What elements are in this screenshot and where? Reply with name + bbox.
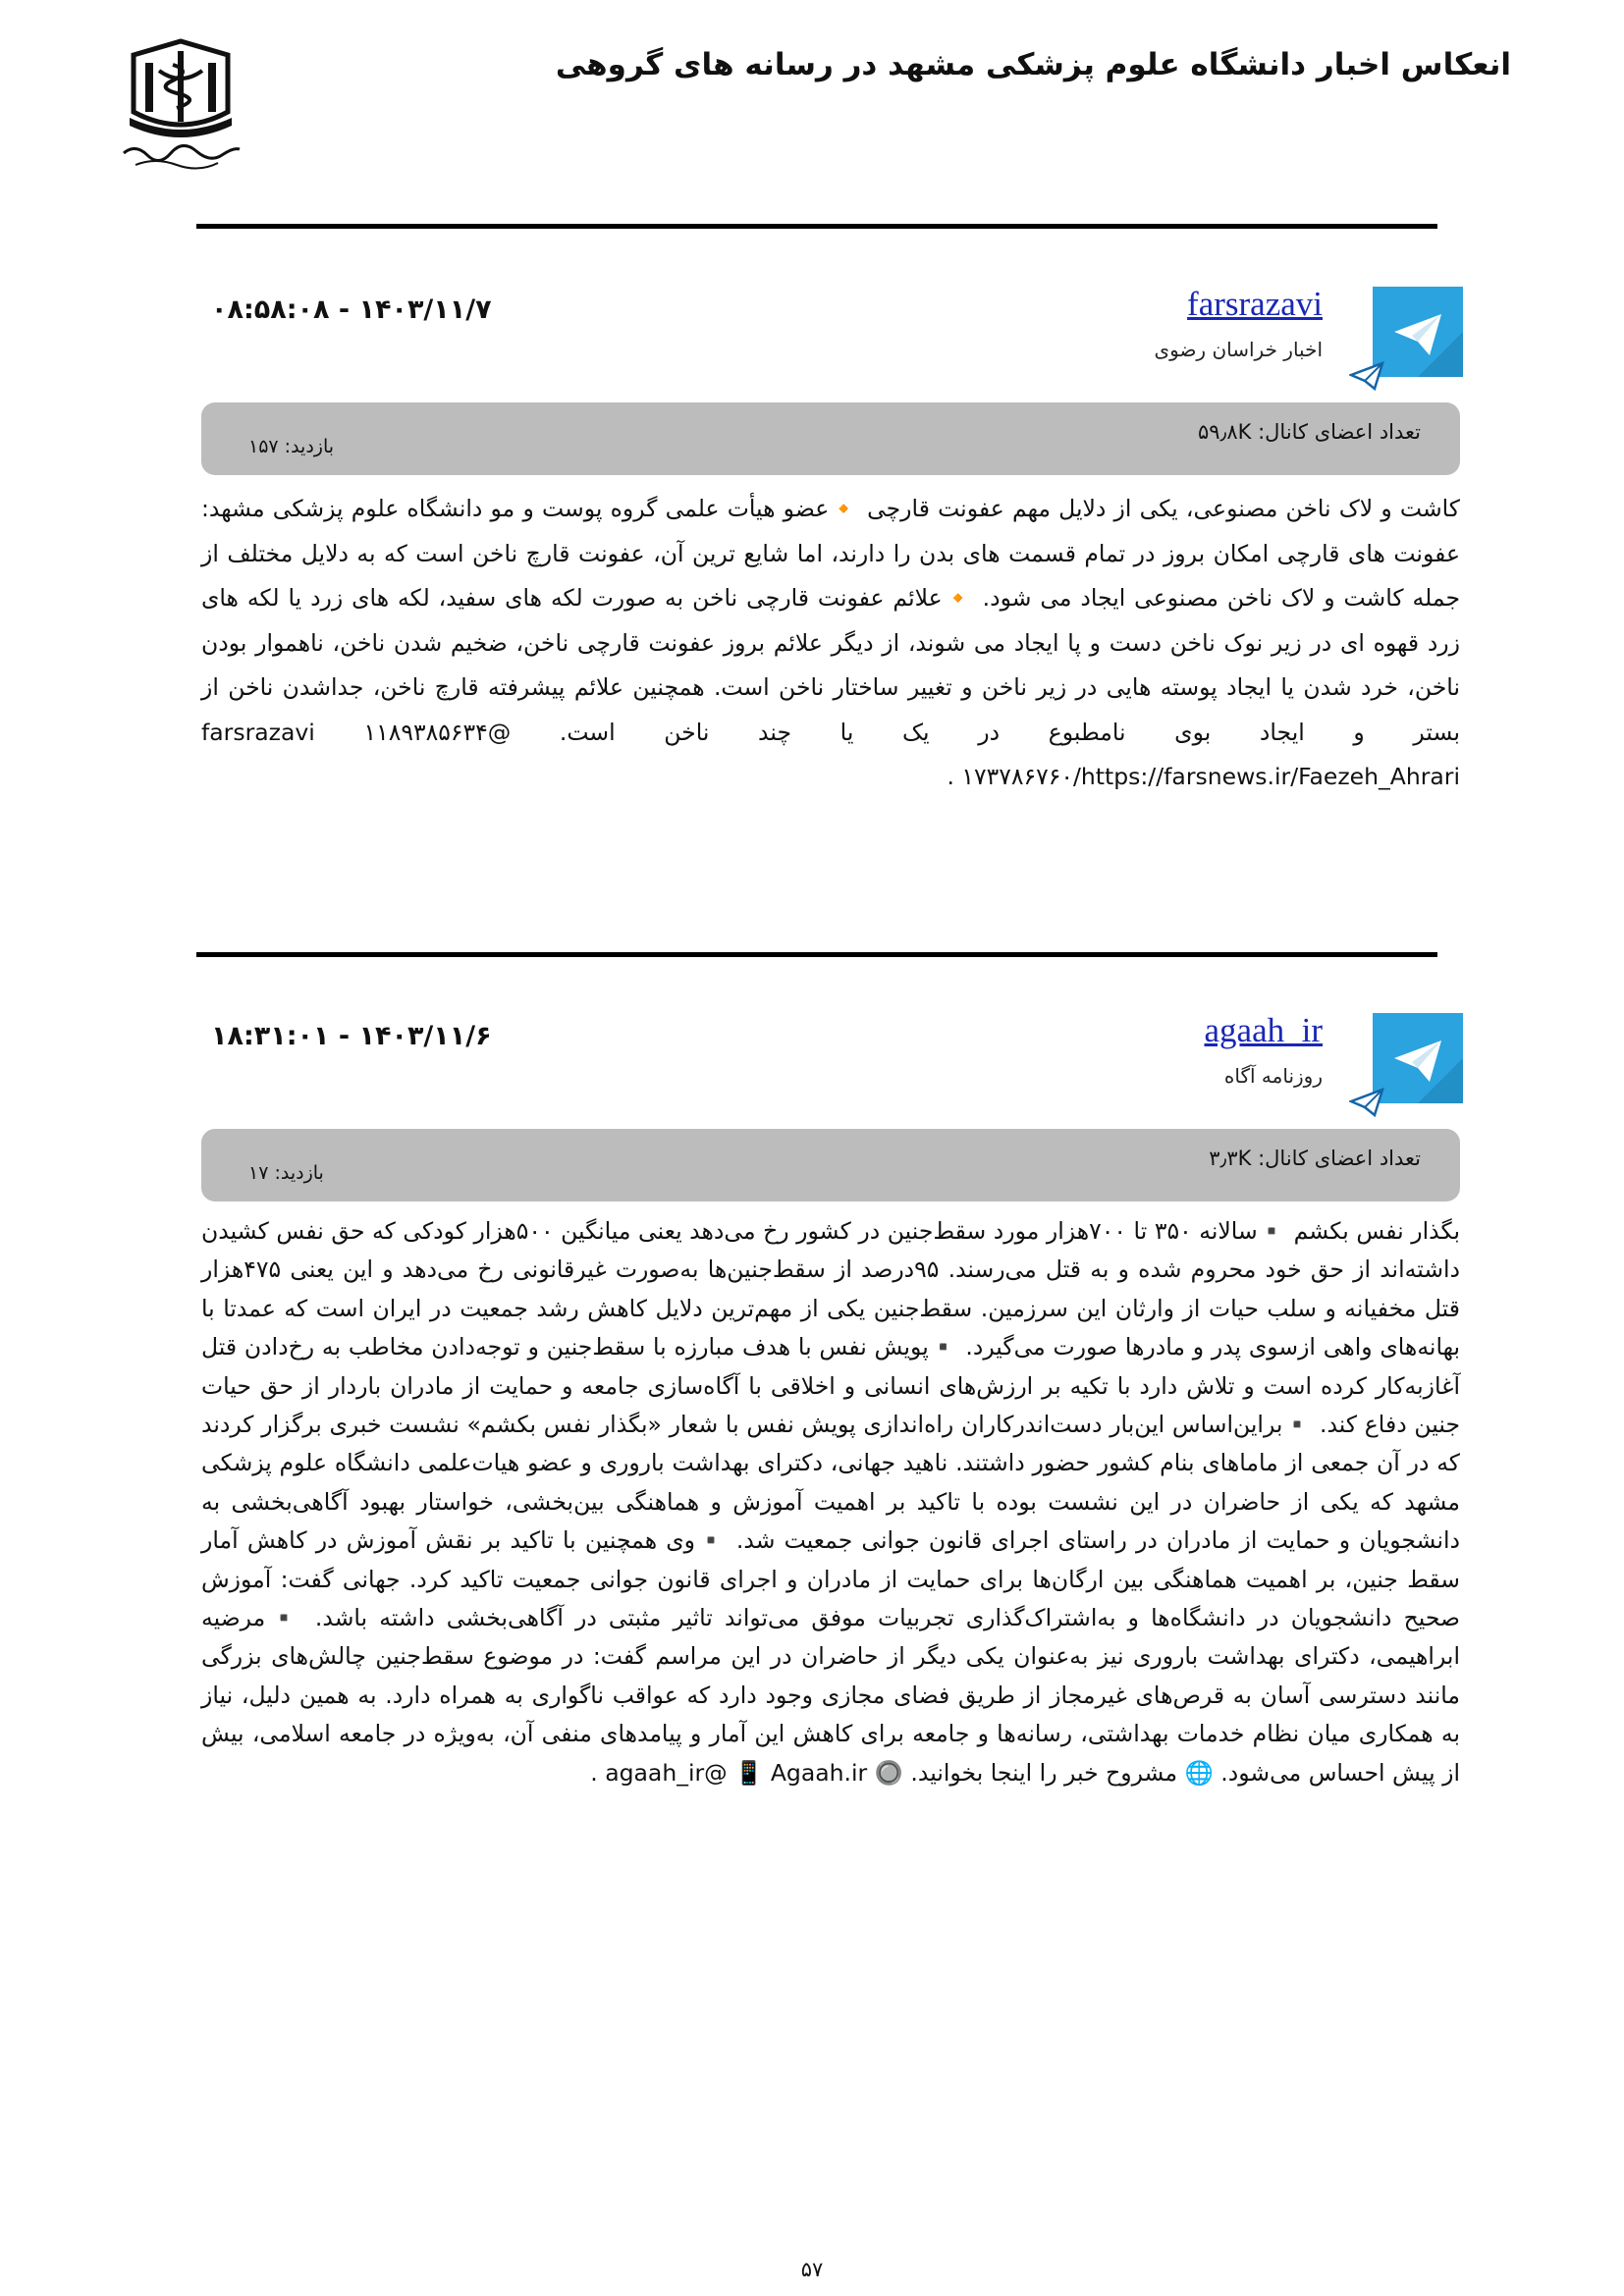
channel-handle-link[interactable]: farsrazavi <box>1187 285 1323 323</box>
telegram-icon <box>1349 1088 1384 1117</box>
post-body-text: بگذار نفس بکشم ▪️سالانه ۳۵۰ تا ۷۰۰هزار مورد سقط‌جنین در کشور رخ می‌دهد یعنی میانگین ۵۰۰هزار کودکی که حق نفس کشیدن داشته‌اند از حق خود محروم شده و به قتل می‌رسند. ۹۵درصد از سقط‌جنین‌ها به‌صورت غیرقانونی رخ می‌دهد و این یعنی ۴۷۵هزار قتل مخفیانه و سلب حیات از وارثان این سرزمین. سقط‌جنین یکی از مهم‌ترین دلایل کاهش رشد جمعیت در ایران است که عمدتا با بهانه‌های واهی ازسوی پدر و مادرها صورت می‌گیرد. ▪️پویش نفس با هدف مبارزه با سقط‌جنین و توجه‌دادن مخاطب به رخ‌دادن قتل آغازبه‌کار کرده است و تلاش دارد با تکیه بر ارزش‌های انسانی و اخلاقی با آگاه‌سازی جامعه و حمایت از مادران باردار از حق حیات جنین دفاع کند. ▪️براین‌اساس این‌بار دست‌اندرکاران راه‌اندازی پویش نفس با شعار «بگذار نفس بکشم» نشست خبری برگزار کردند که در آن جمعی از ماماهای بنام کشور حضور داشتند. ناهید جهانی، دکترای بهداشت باروری و عضو هیات‌علمی دانشگاه علوم پزشکی مشهد که یکی از حاضران در این نشست بوده با تاکید بر اهمیت آموزش و هماهنگی بین‌بخشی، خواستار بهبود آگاهی‌بخشی به دانشجویان و حمایت از مادران در راستای اجرای قانون جوانی جمعیت شد. ▪️وی همچنین با تاکید بر نقش آموزش در کاهش آمار سقط جنین، بر اهمیت هماهنگی بین ارگان‌ها برای حمایت از مادران و اجرای قانون جوانی جمعیت تاکید کرد. جهانی گفت: آموزش صحیح دانشجویان در دانشگاه‌ها و به‌اشتراک‌گذاری تجربیات موفق می‌تواند تاثیر مثبتی در آگاهی‌بخشی داشته باشد. ▪️مرضیه ابراهیمی، دکترای بهداشت باروری نیز به‌عنوان یکی دیگر از حاضران در این مراسم گفت: در موضوع سقط‌جنین چالش‌های بزرگی مانند دسترسی آسان به قرص‌های غیرمجاز از طریق فضای مجازی وجود دارد که عواقب ناگواری به همراه دارد. به همین دلیل، نیاز به همکاری میان نظام خدمات بهداشتی، رسانه‌ها و جامعه برای کاهش این آمار و پیامدهای منفی آن، به‌ویژه در جامعه اسلامی، بیش از پیش احساس می‌شود. 🌐 مشروح خبر را اینجا بخوانید. 🔘 agaah_ir@ 📱 Agaah.ir . <box>201 1217 1461 1787</box>
section-divider <box>196 952 1437 957</box>
channel-name: اخبار خراسان رضوی <box>1154 338 1323 361</box>
post-views-count: بازدید: ۱۷ <box>248 1162 324 1184</box>
channel-members-count: تعداد اعضای کانال: ۵۹٫۸K <box>1197 420 1421 444</box>
post-stats-bar <box>201 402 1460 475</box>
post-views-count: بازدید: ۱۵۷ <box>248 436 335 457</box>
page-title: انعکاس اخبار دانشگاه علوم پزشکی مشهد در رسانه های گروهی <box>555 47 1511 82</box>
post-body-text: کاشت و لاک ناخن مصنوعی، یکی از دلایل مهم عفونت قارچی 🔸عضو هیأت علمی گروه پوست و مو دانشگاه علوم پزشکی مشهد: عفونت های قارچی امکان بروز در تمام قسمت های بدن را دارند، اما شایع ترین آن، عفونت قارچ ناخن است که به دلایل مختلف از جمله کاشت و لاک ناخن مصنوعی ایجاد می شود. 🔸علائم عفونت قارچی ناخن به صورت لکه های سفید، لکه های زرد یا لکه های زرد قهوه ای در زیر نوک ناخن دست و پا ایجاد می شوند، از دیگر علائم بروز عفونت قارچی ناخن، ضخیم شدن ناخن، ناهموار بودن ناخن، خرد شدن یا ایجاد پوسته هایی در زیر ناخن و تغییر ساختار ناخن است. همچنین علائم پیشرفته قارچ ناخن، جداشدن ناخن از بستر و ایجاد بوی نامطبوع در یک یا چند ناخن است. @farsrazavi ۱۱۸۹۳۸۵۶۳۴ ۱۷۳۷۸۶۷۶۰/https://farsnews.ir/Faezeh_Ahrari . <box>201 495 1460 790</box>
post-datetime: ۱۴۰۳/۱۱/۶ - ۱۸:۳۱:۰۱ <box>211 1021 492 1051</box>
telegram-channel-avatar[interactable] <box>1373 1013 1463 1103</box>
page-number: ۵۷ <box>800 2258 824 2281</box>
telegram-channel-avatar[interactable] <box>1373 287 1463 377</box>
telegram-icon <box>1349 361 1384 391</box>
post-datetime: ۱۴۰۳/۱۱/۷ - ۰۸:۵۸:۰۸ <box>211 294 492 325</box>
post-stats-bar <box>201 1129 1460 1201</box>
channel-members-count: تعداد اعضای کانال: ۳٫۳K <box>1209 1147 1421 1170</box>
channel-handle-link[interactable]: agaah_ir <box>1204 1011 1323 1049</box>
channel-name: روزنامه آگاه <box>1223 1064 1323 1088</box>
section-divider <box>196 224 1437 229</box>
university-logo <box>116 35 245 173</box>
